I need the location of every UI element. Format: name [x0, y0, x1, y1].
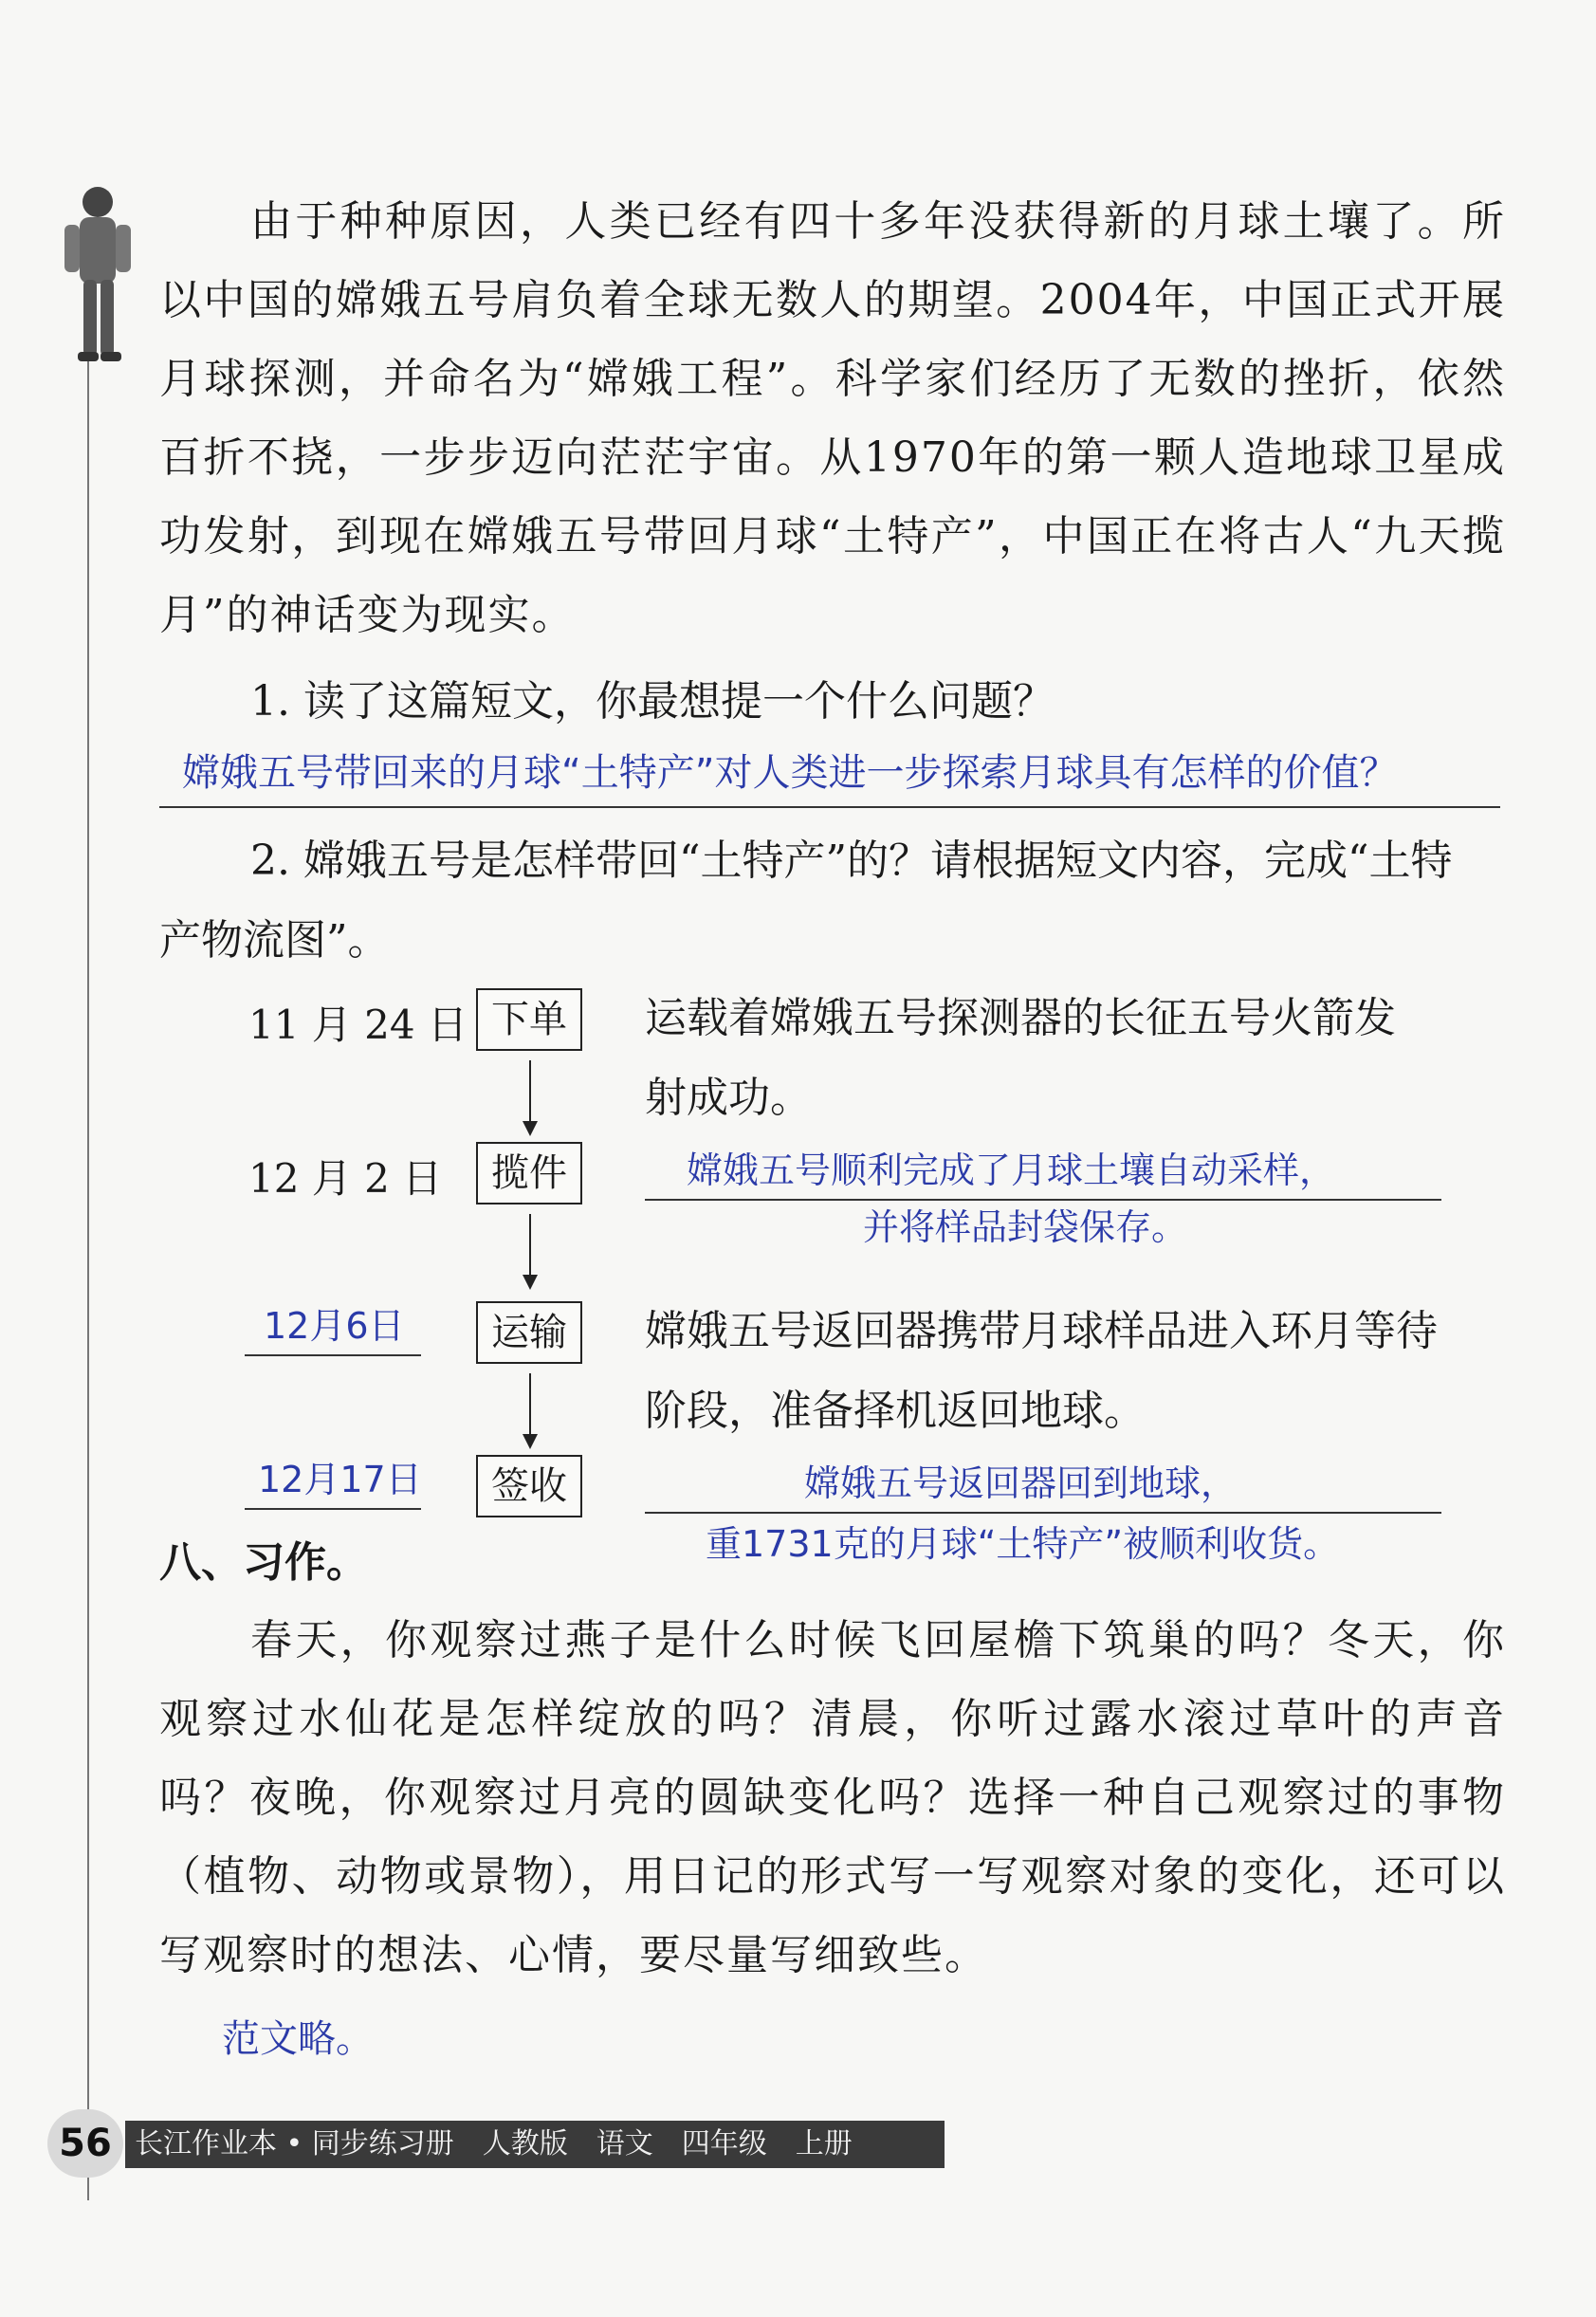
flow-desc-1b: 射成功。: [645, 1074, 812, 1122]
flow-step-2: 揽件: [476, 1142, 582, 1204]
flow-date-3-underline: [245, 1354, 421, 1356]
question-2-line1: 2. 嫦娥五号是怎样带回“土特产”的？请根据短文内容，完成“土特: [250, 837, 1453, 885]
flow-date-3: 12月6日: [264, 1305, 405, 1347]
flow-desc-4a: 嫦娥五号返回器回到地球，: [804, 1462, 1238, 1504]
flow-step-1: 下单: [476, 988, 582, 1051]
flow-date-4-underline: [245, 1508, 421, 1510]
flow-date-1: 11 月 24 日: [248, 1002, 468, 1048]
footer-book-title: 长江作业本 • 同步练习册 人教版 语文 四年级 上册: [125, 2121, 945, 2168]
flow-desc-3a: 嫦娥五号返回器携带月球样品进入环月等待: [645, 1307, 1438, 1355]
answer-1-underline: [159, 806, 1500, 808]
question-2-line2: 产物流图”。: [159, 916, 390, 965]
section-8-prompt: 春天，你观察过燕子是什么时候飞回屋檐下筑巢的吗？冬天，你观察过水仙花是怎样绽放的吗？清晨，你听过露水滚过草叶的声音吗？夜晚，你观察过月亮的圆缺变化吗？选择一种自己观察过的事物（植物、动物或景物），用日记的形式写一写观察对象的变化，还可以写观察时的想法、心情，要尽量写细致些。: [159, 1616, 1506, 1979]
flow-date-4: 12月17日: [258, 1459, 422, 1500]
answer-1: 嫦娥五号带回来的月球“土特产”对人类进一步探索月球具有怎样的价值？: [182, 751, 1398, 795]
flow-desc-1a: 运载着嫦娥五号探测器的长征五号火箭发: [645, 994, 1396, 1042]
flow-desc-4b: 重1731克的月球“土特产”被顺利收货。: [706, 1523, 1340, 1565]
flow-date-2: 12 月 2 日: [248, 1155, 443, 1202]
sitting-figure-illustration: [46, 175, 150, 394]
passage-text: 由于种种原因，人类已经有四十多年没获得新的月球土壤了。所以中国的嫦娥五号肩负着全球无数人的期望。2004年，中国正式开展月球探测，并命名为“嫦娥工程”。科学家们经历了无数的挫折，依然百折不挠，一步步迈向茫茫宇宙。从1970年的第一颗人造地球卫星成功发射，到现在嫦娥五号带回月球“土特产”，中国正在将古人“九天揽月”的神话变为现实。: [159, 197, 1506, 639]
flow-step-4: 签收: [476, 1455, 582, 1517]
flow-arrow-2: [523, 1214, 538, 1290]
flow-arrow-3: [523, 1373, 538, 1449]
question-1: 1. 读了这篇短文，你最想提一个什么问题？: [250, 677, 1055, 726]
flow-desc-4-underline: [645, 1512, 1441, 1514]
flow-desc-2b: 并将样品封袋保存。: [863, 1206, 1188, 1248]
margin-line: [87, 313, 89, 2200]
flow-step-3: 运输: [476, 1301, 582, 1364]
flow-arrow-1: [523, 1060, 538, 1136]
flow-desc-3b: 阶段，准备择机返回地球。: [645, 1387, 1146, 1435]
page-number: 56: [47, 2109, 123, 2178]
section-8-heading: 八、习作。: [159, 1538, 368, 1587]
flow-desc-2a: 嫦娥五号顺利完成了月球土壤自动采样，: [687, 1149, 1336, 1191]
section-8-answer: 范文略。: [222, 2017, 374, 2061]
